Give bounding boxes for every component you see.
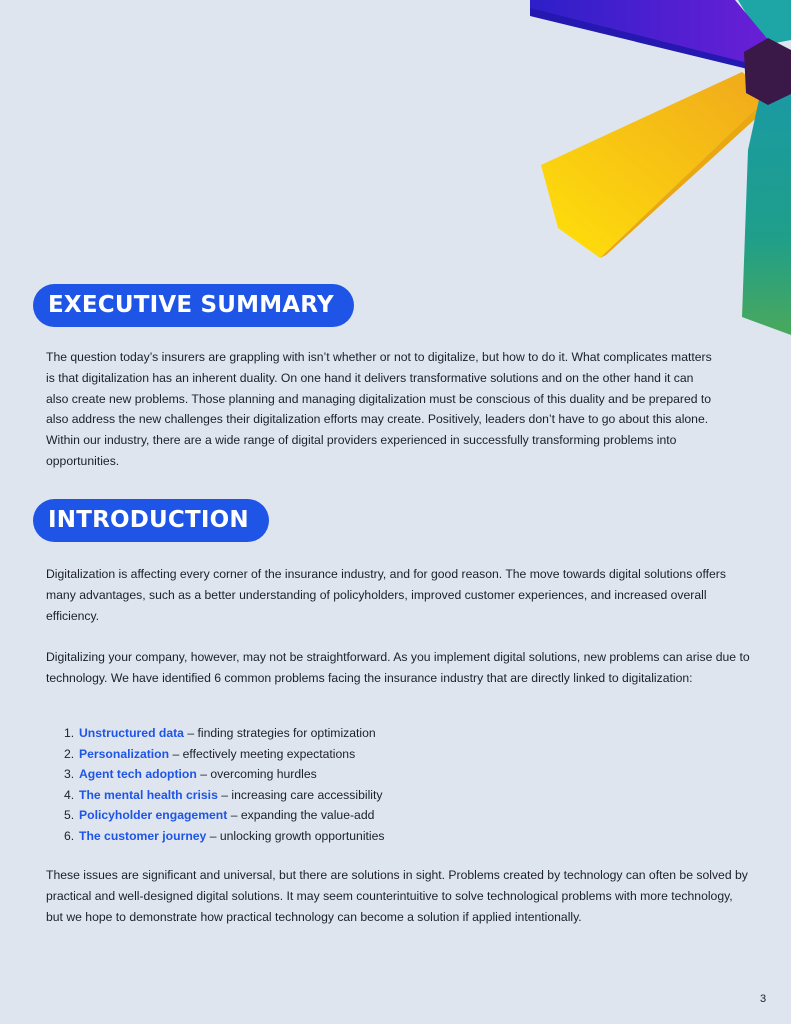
introduction-paragraph-2: Digitalizing your company, however, may not be straightforward. As you implement digital solutions, new problems can arise due to technology. We have identified 6 common problems facing the insurance industry that are directly linked to digitalization: [46,650,750,685]
list-item [64,785,385,806]
introduction-heading: INTRODUCTION [33,499,269,542]
executive-summary-heading: EXECUTIVE SUMMARY [33,284,354,327]
list-number: 4. [64,787,75,802]
list-item [64,764,385,785]
introduction-paragraph-1: Digitalization is affecting every corner of the insurance industry, and for good reason. The move towards digital solutions offers many advantages, such as a better understanding of policyholders, improved customer experiences, and increased overall efficiency. [46,567,726,623]
list-item [64,723,385,744]
problem-description: – overcoming hurdles [196,767,317,782]
teal-petal [742,90,791,335]
problem-title: The mental health crisis [79,787,218,802]
list-item [64,744,385,765]
problem-title: The customer journey [79,828,207,843]
problem-description: – unlocking growth opportunities [206,828,385,843]
problem-description: – increasing care accessibility [217,787,383,802]
list-number: 1. [64,726,75,740]
list-number: 2. [64,746,75,761]
problem-title: Policyholder engagement [79,808,228,823]
problem-title: Personalization [79,746,170,761]
purple-petal [530,0,775,70]
list-number: 5. [64,808,75,823]
list-item [64,826,385,847]
problem-description: – finding strategies for optimization [183,726,376,740]
problem-list [64,723,385,847]
problem-title: Agent tech adoption [79,767,197,782]
problem-description: – effectively meeting expectations [169,746,356,761]
hexagon-center [744,38,791,105]
page-number: 3 [760,993,767,1005]
problem-description: – expanding the value-add [227,808,375,823]
yellow-petal [541,72,765,258]
executive-summary-text: The question today’s insurers are grappling with isn’t whether or not to digitalize, but how to do it. What complicates matters is that digitalization has an inherent duality. On one hand it delivers transformative solutions and on the other hand it can also create new problems. Those planning and managing digitalization must be conscious of this duality and be prepared to also address the new challenges their digitalization efforts may create. Positively, leaders don’t have to go about this alone. Within our industry, there are a wide range of digital providers experienced in successfully transforming problems into opportunities. [46,350,712,468]
problem-title: Unstructured data [79,726,184,740]
introduction-paragraph-3: These issues are significant and universal, but there are solutions in sight. Problems created by technology can often be solved by practical and well-designed digital solutions. It may seem counterintuitive to solve technological problems with more technology, but we hope to demonstrate how practical technology can become a solution if applied intentionally. [46,868,748,924]
list-item [64,805,385,826]
list-number: 3. [64,767,75,782]
list-number: 6. [64,828,75,843]
